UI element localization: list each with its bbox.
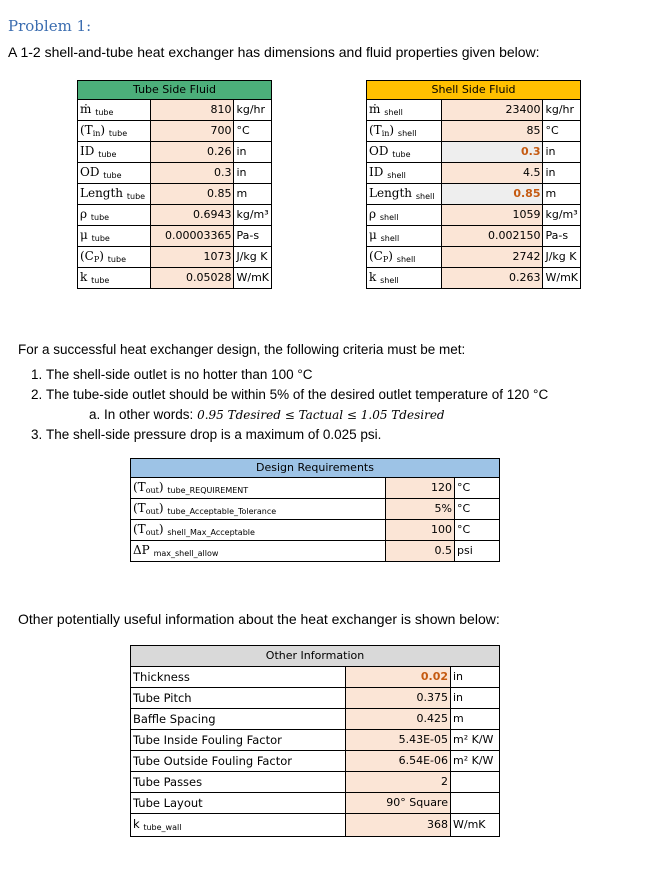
info-label [131,688,346,709]
symbol-cell [78,247,151,268]
symbol: Length [369,186,413,200]
table-row [131,499,500,520]
table-row [367,142,581,163]
value-cell: 85 [441,121,543,142]
symbol-qualifier: shell [384,108,403,117]
symbol-qualifier: shell [396,255,416,264]
value-cell: 0.3 [441,142,543,163]
table-row [367,163,581,184]
requirement-symbol-sub: out [145,486,159,495]
criteria-item-2: 2. The tube-side outlet should be within 5% of the desired outlet temperature of 120 °C [46,385,548,405]
symbol-cell [78,226,151,247]
symbol-subscript: in [92,129,101,138]
unit-cell: in [451,667,500,688]
tube-table-header: Tube Side Fluid [78,81,272,100]
unit-cell: W/mK [234,268,272,289]
table-row [78,184,272,205]
symbol-close: ) [389,123,395,137]
symbol-cell [78,163,151,184]
symbol-qualifier: tube [95,108,114,117]
table-row [78,163,272,184]
table-row [367,121,581,142]
symbol-cell [367,142,442,163]
value-cell: 810 [151,100,234,121]
criteria-item-3: 3. The shell-side pressure drop is a maximum of 0.025 psi. [46,425,548,445]
tube-side-table [77,80,272,289]
value-cell: 5.43E-05 [346,730,451,751]
unit-cell: °C [234,121,272,142]
symbol-qualifier: shell [379,213,399,222]
unit-cell: °C [455,520,500,541]
symbol: ρ [369,207,377,221]
table-row [367,205,581,226]
info-label-text: Baffle Spacing [133,712,216,726]
value-cell: 4.5 [441,163,543,184]
unit-cell: in [543,142,581,163]
design-requirements-table [130,458,500,562]
symbol: k [369,270,377,284]
value-cell: 1073 [151,247,234,268]
requirement-symbol-sub: out [145,507,159,516]
symbol-qualifier: shell [380,276,399,285]
shell-table-header: Shell Side Fluid [367,81,581,100]
unit-cell [451,772,500,793]
symbol-cell [367,268,442,289]
symbol-cell [367,184,442,205]
value-cell: 120 [386,478,455,499]
value-cell: 0.425 [346,709,451,730]
value-cell: 0.002150 [441,226,543,247]
table-row [131,478,500,499]
requirement-symbol-close: ) [158,522,164,536]
symbol: k [80,270,88,284]
symbol-cell [78,142,151,163]
requirement-qualifier: max_shell_allow [153,549,219,558]
symbol: ρ [80,207,88,221]
table-row [78,268,272,289]
symbol-qualifier: shell [397,129,417,138]
value-cell: 23400 [441,100,543,121]
requirement-label [131,541,386,562]
symbol: (T [369,123,382,137]
other-table-header: Other Information [131,646,500,667]
table-row [131,688,500,709]
table-row [78,205,272,226]
value-cell: 90° Square [346,793,451,814]
info-label-text: Tube Outside Fouling Factor [133,754,293,768]
other-info-table [130,645,500,837]
symbol-qualifier: tube [126,192,146,201]
info-label-text: Tube Passes [133,775,203,789]
requirement-symbol: ΔP [133,543,150,557]
symbol-subscript: in [381,129,390,138]
table-row [78,100,272,121]
table-row [78,121,272,142]
symbol-qualifier: tube [103,171,122,180]
unit-cell: in [234,142,272,163]
unit-cell: J/kg K [543,247,581,268]
symbol-subscript: P [93,255,100,264]
value-cell: 2 [346,772,451,793]
symbol-cell [78,121,151,142]
symbol: μ [80,228,88,242]
symbol-cell [367,226,442,247]
requirement-symbol-close: ) [158,501,164,515]
unit-cell: J/kg K [234,247,272,268]
info-label [131,751,346,772]
symbol-cell [367,121,442,142]
info-label [131,730,346,751]
requirement-symbol: (T [133,480,146,494]
symbol: (C [369,249,383,263]
criteria-intro: For a successful heat exchanger design, the following criteria must be met: [18,342,466,357]
symbol: ṁ [369,102,381,116]
unit-cell: W/mK [543,268,581,289]
info-label-text: Tube Pitch [133,691,192,705]
table-row [131,814,500,837]
unit-cell: kg/hr [543,100,581,121]
shell-side-table [366,80,581,289]
value-cell: 5% [386,499,455,520]
criteria-item-1: 1. The shell-side outlet is no hotter than 100 °C [46,365,548,385]
value-cell: 100 [386,520,455,541]
value-cell: 0.05028 [151,268,234,289]
info-label [131,793,346,814]
value-cell: 0.3 [151,163,234,184]
table-row [131,709,500,730]
symbol-qualifier: tube [392,150,411,159]
symbol-qualifier: tube [108,129,128,138]
symbol-subscript: P [382,255,389,264]
requirement-symbol: (T [133,522,146,536]
symbol-qualifier: tube [90,213,110,222]
value-cell: 6.54E-06 [346,751,451,772]
info-label [131,667,346,688]
unit-cell: m [234,184,272,205]
table-row [131,730,500,751]
symbol-cell [78,268,151,289]
criteria-sub-a-math: 0.95 Tdesired ≤ Tactual ≤ 1.05 Tdesired [197,408,445,422]
symbol: ID [80,144,95,158]
symbol-qualifier: tube [98,150,117,159]
info-label-sub: tube_wall [143,823,182,832]
problem-title: Problem 1: [8,17,92,35]
requirement-label [131,520,386,541]
requirement-label [131,499,386,520]
requirement-qualifier: shell_Max_Acceptable [167,528,255,537]
criteria-sub-a [89,405,445,425]
symbol-cell [78,184,151,205]
symbol: OD [369,144,389,158]
symbol-close: ) [99,249,104,263]
value-cell: 0.263 [441,268,543,289]
unit-cell: m² K/W [451,751,500,772]
info-label [131,709,346,730]
symbol: OD [80,165,100,179]
symbol-qualifier: shell [415,192,435,201]
table-row [131,520,500,541]
unit-cell: in [543,163,581,184]
table-row [131,751,500,772]
info-label [131,814,346,837]
requirement-symbol-sub: out [145,528,159,537]
criteria-sub-a-prefix: a. In other words: [89,407,194,422]
table-row [131,793,500,814]
unit-cell: m [543,184,581,205]
value-cell: 0.5 [386,541,455,562]
symbol-cell [367,247,442,268]
table-row [367,184,581,205]
table-row [78,247,272,268]
symbol: Length [80,186,124,200]
symbol: μ [369,228,377,242]
unit-cell: kg/m³ [543,205,581,226]
requirement-label [131,478,386,499]
unit-cell: m [451,709,500,730]
symbol-qualifier: tube [91,276,110,285]
unit-cell: kg/hr [234,100,272,121]
value-cell: 2742 [441,247,543,268]
symbol: ID [369,165,384,179]
symbol-qualifier: tube [107,255,126,264]
intro-text: A 1-2 shell-and-tube heat exchanger has dimensions and fluid properties given below: [8,44,540,60]
table-row [131,667,500,688]
info-label-text: Tube Layout [133,796,203,810]
table-row [367,247,581,268]
unit-cell: m² K/W [451,730,500,751]
unit-cell: psi [455,541,500,562]
symbol-cell [367,100,442,121]
unit-cell: in [234,163,272,184]
value-cell: 0.6943 [151,205,234,226]
unit-cell: °C [543,121,581,142]
value-cell: 0.85 [441,184,543,205]
design-table-header: Design Requirements [131,459,500,478]
symbol-qualifier: tube [91,234,110,243]
table-row [78,226,272,247]
value-cell: 700 [151,121,234,142]
symbol-cell [367,163,442,184]
value-cell: 0.00003365 [151,226,234,247]
table-row [131,541,500,562]
symbol-close: ) [100,123,106,137]
info-label-text: k [133,817,140,831]
symbol-close: ) [388,249,393,263]
info-label-text: Tube Inside Fouling Factor [133,733,282,747]
unit-cell [451,793,500,814]
unit-cell: Pa-s [234,226,272,247]
info-label [131,772,346,793]
symbol-qualifier: shell [387,171,406,180]
info-label-text: Thickness [133,670,190,684]
table-row [367,100,581,121]
value-cell: 0.85 [151,184,234,205]
requirement-qualifier: tube_Acceptable_Tolerance [167,507,277,516]
table-row [78,142,272,163]
symbol-cell [367,205,442,226]
table-row [131,772,500,793]
unit-cell: W/mK [451,814,500,837]
other-info-intro: Other potentially useful information about the heat exchanger is shown below: [18,611,500,627]
unit-cell: °C [455,499,500,520]
symbol-cell [78,100,151,121]
unit-cell: kg/m³ [234,205,272,226]
unit-cell: °C [455,478,500,499]
symbol: ṁ [80,102,92,116]
value-cell: 368 [346,814,451,837]
unit-cell: Pa-s [543,226,581,247]
value-cell: 1059 [441,205,543,226]
symbol: (T [80,123,93,137]
requirement-symbol: (T [133,501,146,515]
symbol-qualifier: shell [380,234,400,243]
unit-cell: in [451,688,500,709]
table-row [367,226,581,247]
requirement-qualifier: tube_REQUIREMENT [167,486,249,495]
symbol: (C [80,249,94,263]
value-cell: 0.26 [151,142,234,163]
symbol-cell [78,205,151,226]
value-cell: 0.02 [346,667,451,688]
value-cell: 0.375 [346,688,451,709]
requirement-symbol-close: ) [158,480,164,494]
table-row [367,268,581,289]
